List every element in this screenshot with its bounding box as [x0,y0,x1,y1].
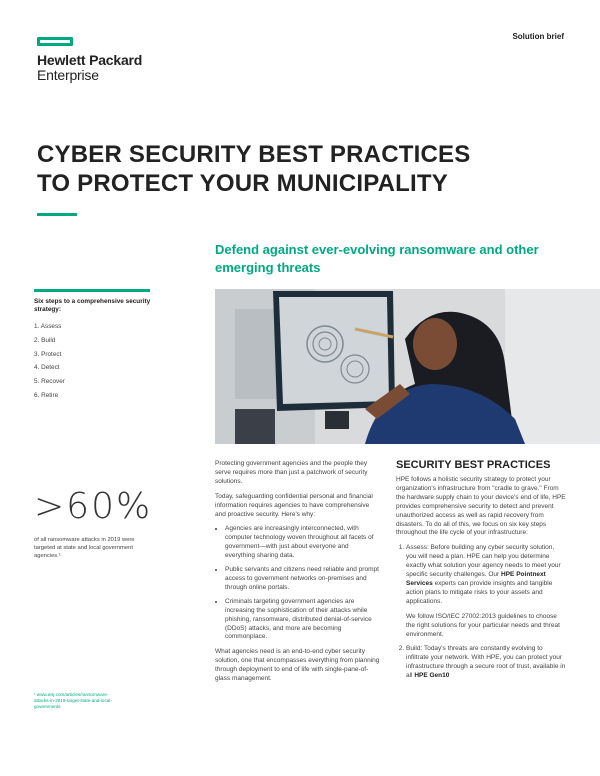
page-title [37,140,557,198]
logo-line-1: Hewlett Packard [37,52,143,68]
practices-list [396,544,566,681]
hpe-logo [37,53,142,83]
list-item: 6. Retire [34,391,59,399]
list-item [406,645,566,681]
item-highlight: HPE Pointnext Services [406,571,546,587]
list-item-text: We follow ISO/IEC 27002:2013 guidelines to choose the right solutions for your particular needs and threat environment. [406,612,560,638]
list-item: 4. Detect [34,364,60,372]
list-item: • Criminals targeting government agencies are increasing the sophistication of their attacks while phishing, ransomware, distributed denial-of-service (DDoS) attacks, and more are becoming commonplace. [225,598,380,643]
item-text: experts can provide insights and tangible action plans to mitigate risks to your assets and applications. [406,579,553,605]
list-item: 1. Assess [34,323,62,330]
title-line-1: CYBER SECURITY BEST PRACTICES [37,141,471,168]
sidebar-divider [34,289,150,292]
intro-paragraph: Protecting government agencies and the people they serve requires more than just a patchwork of security solutions. [215,460,368,485]
page-subtitle: Defend against ever-evolving ransomware and other emerging threats [215,242,539,275]
steps-heading: Six steps to a comprehensive security strategy: [34,298,151,313]
list-item-text [406,544,566,606]
steps-list [34,320,65,403]
title-divider [37,213,77,216]
stat-value: >60% [34,486,153,527]
item-highlight: HPE Gen10 [414,672,450,680]
list-item [406,544,566,639]
list-item: 2. Build [34,336,56,344]
title-line-2: TO PROTECT YOUR MUNICIPALITY [37,170,448,197]
logo-line-2: Enterprise [37,67,99,83]
footnote-link[interactable]: ¹ www.wsj.com/articles/ransomware-attacks-in-2019-target-state-and-local-governments [34,692,112,709]
hpe-logo-mark [37,37,73,46]
list-item: 3. Protect [34,350,62,358]
body-column-2 [396,476,566,687]
item-text: Build: Today's threats are constantly evolving to infiltrate your network. With HPE, you can protect your infrastructure through a secure root of trust, available in all [406,645,566,680]
list-item: • Agencies are increasingly interconnected, with computer technology woven throughout all facets of government—with just about everyone and everything sharing data. [225,525,380,561]
body-column-1 [215,460,380,690]
intro-paragraph: HPE follows a holistic security strategy to protect your organization's infrastructure from "cradle to grave." From the hardware supply chain to your device's end of life, HPE provides comprehensive security to detect and prevent unauthorized access as well as rapid recovery from disasters. To do all of this, we focus on six key steps throughout the life cycle of your infrastructure: [396,476,566,537]
item-text: Assess: Before building any cyber security solution, you will need a plan. HPE can help you determine exactly what solution your agency needs to meet your specific security challenges. Our [406,544,561,579]
closing-paragraph: What agencies need is an end-to-end cyber security solution, one that encompasses everything from planning through deployment to end of life with single-pane-of-glass management. [215,648,380,683]
hero-photo [215,289,600,444]
document-type: Solution brief [512,32,564,41]
hero-photo-illustration [215,289,600,444]
section-heading: SECURITY BEST PRACTICES [396,459,551,471]
list-item: • Public servants and citizens need reliable and prompt access to government networks on-premises and through online portals. [225,566,380,593]
stat-description: of all ransomware attacks in 2019 were targeted at state and local government agencies.¹ [34,537,135,559]
list-item: 5. Recover [34,378,65,386]
paragraph: Today, safeguarding confidential personal and financial information requires agencies to have comprehensive and proactive security. Here's why: [215,492,373,518]
reasons-list [215,525,380,642]
